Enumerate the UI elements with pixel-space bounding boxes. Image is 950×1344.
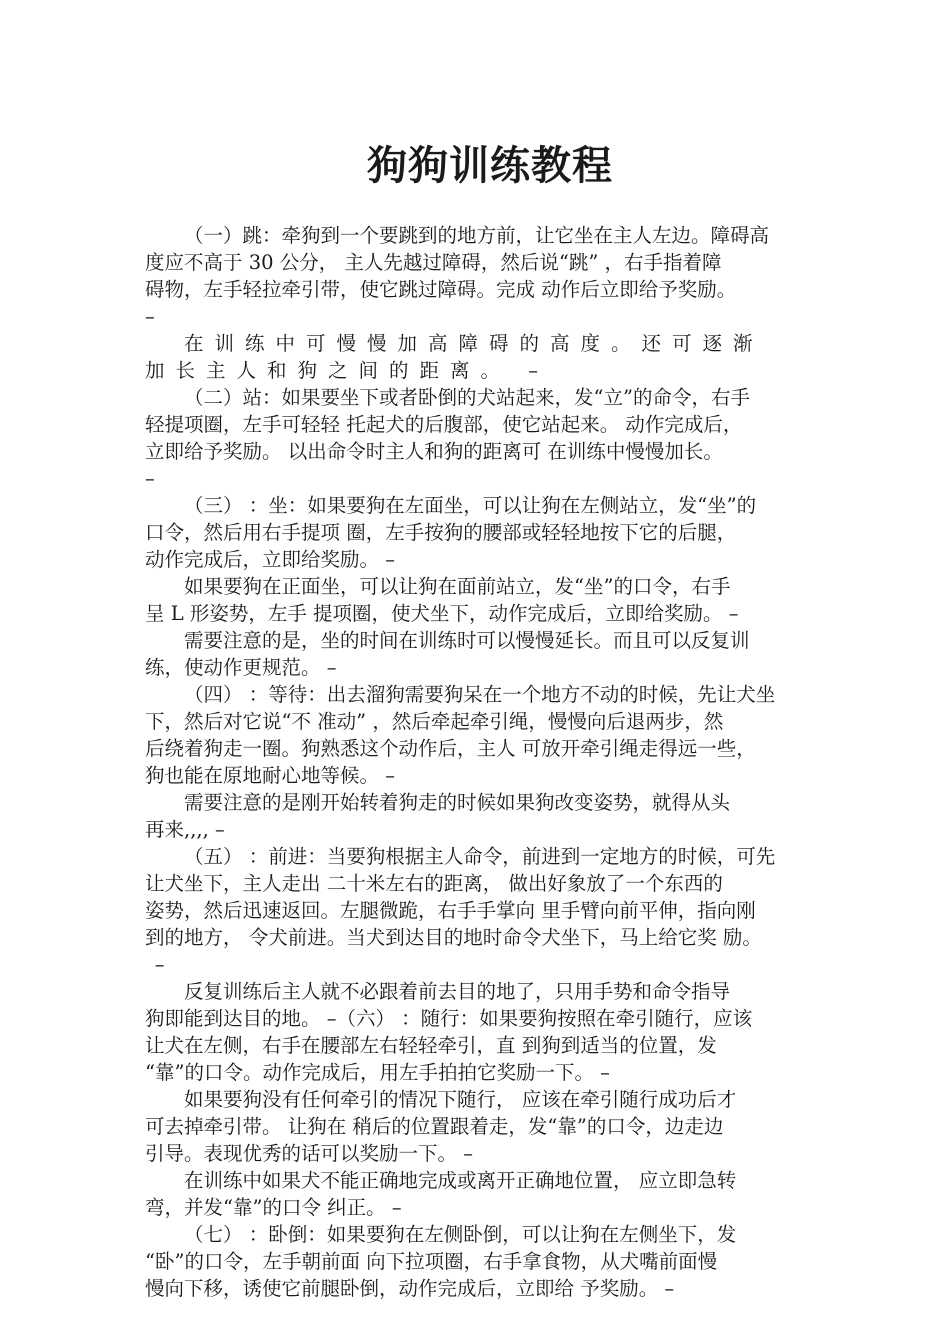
text-line: 慢向下移，诱使它前腿卧倒，动作完成后，立即给 予奖励。 – — [145, 1277, 675, 1300]
text-line: 口令，然后用右手提项 圈，左手按狗的腰部或轻轻地按下它的后腿， — [145, 521, 737, 544]
document-body — [145, 222, 810, 1302]
text-line: “靠”的口令。动作完成后，用左手拍拍它奖励一下。 – — [145, 1061, 610, 1084]
text-line: 需要注意的是，坐的时间在训练时可以慢慢延长。而且可以反复训 — [184, 629, 750, 652]
text-line: 加长主人和狗之间的距离。 – — [145, 359, 549, 382]
text-line: （三） ：坐：如果要狗在左面坐，可以让狗在左侧站立，发“坐”的 — [184, 494, 757, 517]
text-line: 碍物，左手轻拉牵引带，使它跳过障碍。完成 动作后立即给予奖励。 — [145, 278, 737, 301]
text-line: 让犬在左侧，右手在腰部左右轻轻牵引，直 到狗到适当的位置，发 — [145, 1034, 717, 1057]
text-line: 如果要狗没有任何牵引的情况下随行， 应该在牵引随行成功后才 — [184, 1088, 737, 1111]
paragraph-stand — [145, 384, 810, 492]
text-line: 在训练中如果犬不能正确地完成或离开正确地位置， 应立即急转 — [184, 1169, 737, 1192]
paragraph-forward — [145, 843, 810, 978]
text-line: 需要注意的是刚开始转着狗走的时候如果狗改变姿势，就得从头 — [184, 791, 731, 814]
text-line: （二）站：如果要坐下或者卧倒的犬站起来，发“立”的命令，右手 — [184, 386, 750, 409]
paragraph-wait-note — [145, 789, 810, 843]
document-title: 狗狗训练教程 — [367, 143, 613, 189]
paragraph-down — [145, 1221, 810, 1302]
text-line: “卧”的口令，左手朝前面 向下拉项圈，右手拿食物，从犬嘴前面慢 — [145, 1250, 718, 1273]
text-line: – — [145, 305, 155, 328]
paragraph-heel-note — [145, 1167, 810, 1221]
paragraph-jump-note — [145, 330, 810, 384]
paragraph-wait — [145, 681, 810, 789]
text-line: （五） ：前进：当要狗根据主人命令，前进到一定地方的时候，可先 — [184, 845, 776, 868]
text-line: – — [145, 467, 155, 490]
text-line: 度应不高于 30 公分， 主人先越过障碍，然后说“跳” ，右手指着障 — [145, 251, 722, 274]
text-line: （四） ：等待：出去溜狗需要狗呆在一个地方不动的时候，先让犬坐 — [184, 683, 776, 706]
text-line: 动作完成后，立即给奖励。 – — [145, 548, 395, 571]
paragraph-heel-off-leash — [145, 1086, 810, 1167]
text-line: 呈 L 形姿势，左手 提项圈，使犬坐下，动作完成后，立即给奖励。 – — [145, 602, 739, 625]
text-line: （一）跳：牵狗到一个要跳到的地方前，让它坐在主人左边。障碍高 — [184, 224, 770, 247]
text-line: 狗也能在原地耐心地等候。 – — [145, 764, 395, 787]
paragraph-forward-note-heel — [145, 978, 810, 1086]
text-line: 轻提项圈，左手可轻轻 托起犬的后腹部，使它站起来。 动作完成后， — [145, 413, 743, 436]
text-line: 再来,,,, – — [145, 818, 225, 841]
text-line: 引导。表现优秀的话可以奖励一下。 – — [145, 1142, 473, 1165]
text-line: 可去掉牵引带。 让狗在 稍后的位置跟着走，发“靠”的口令，边走边 — [145, 1115, 724, 1138]
text-line: 姿势，然后迅速返回。左腿微跪，右手手掌向 里手臂向前平伸，指向刚 — [145, 899, 756, 922]
text-line: 下，然后对它说“不 准动” ，然后牵起牵引绳，慢慢向后退两步，然 — [145, 710, 724, 733]
text-line: 让犬坐下，主人走出 二十米左右的距离， 做出好象放了一个东西的 — [145, 872, 723, 895]
text-line: 到的地方， 令犬前进。当犬到达目的地时命令犬坐下，马上给它奖 励。 — [145, 926, 762, 949]
text-line: – — [154, 953, 165, 976]
text-line: 弯，并发“靠”的口令 纠正。 – — [145, 1196, 402, 1219]
paragraph-sit-front — [145, 573, 810, 627]
text-line: 狗即能到达目的地。 –（六） ：随行：如果要狗按照在牵引随行，应该 — [145, 1007, 753, 1030]
paragraph-sit-left — [145, 492, 810, 573]
text-line: 练，使动作更规范。 – — [145, 656, 337, 679]
text-line: 在训练中可慢慢加高障碍的高度。还可逐渐 — [184, 332, 764, 355]
text-line: 如果要狗在正面坐，可以让狗在面前站立，发“坐”的口令，右手 — [184, 575, 731, 598]
text-line: 反复训练后主人就不必跟着前去目的地了，只用手势和命令指导 — [184, 980, 731, 1003]
paragraph-jump — [145, 222, 810, 330]
text-line: 立即给予奖励。 以出命令时主人和狗的距离可 在训练中慢慢加长。 — [145, 440, 723, 463]
text-line: （七） ：卧倒：如果要狗在左侧卧倒，可以让狗在左侧坐下，发 — [184, 1223, 737, 1246]
paragraph-sit-note — [145, 627, 810, 681]
text-line: 后绕着狗走一圈。狗熟悉这个动作后，主人 可放开牵引绳走得远一些， — [145, 737, 756, 760]
